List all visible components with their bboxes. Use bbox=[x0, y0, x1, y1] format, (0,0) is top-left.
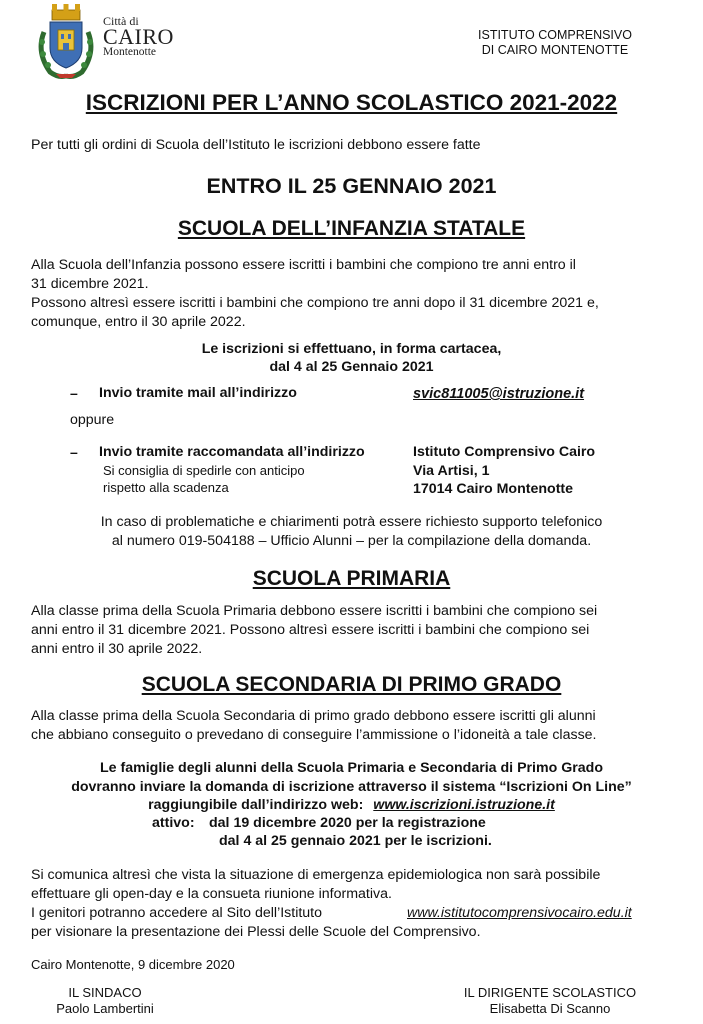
paper-line1: Le iscrizioni si effettuano, in forma cartacea, bbox=[201, 341, 502, 357]
option1-email-link[interactable]: svic811005@istruzione.it bbox=[413, 386, 585, 402]
secondaria-heading: SCUOLA SECONDARIA DI PRIMO GRADO bbox=[141, 673, 562, 696]
deadline-heading: ENTRO IL 25 GENNAIO 2021 bbox=[206, 174, 497, 198]
option2-note-line1: Si consiglia di spedirle con anticipo bbox=[103, 463, 305, 478]
postal-address bbox=[413, 443, 595, 499]
infanzia-p2-line1: Possono altresì essere iscritti i bambini che compiono tre anni dopo il 31 dicembre 2021 e, bbox=[31, 295, 599, 311]
principal-name: Elisabetta Di Scanno bbox=[489, 1001, 611, 1016]
option1-dash: – bbox=[70, 385, 78, 401]
secondaria-line2: che abbiano conseguito o prevedano di conseguire l’ammissione o l’idoneità a tale classe. bbox=[31, 727, 597, 743]
place-date: Cairo Montenotte, 9 dicembre 2020 bbox=[31, 957, 235, 972]
notice-line1: Si comunica altresì che vista la situazione di emergenza epidemiologica non sarà possibile bbox=[31, 867, 601, 883]
signature-left bbox=[30, 985, 180, 1017]
support-line1: In caso di problematiche e chiarimenti potrà essere richiesto supporto telefonico bbox=[100, 514, 603, 530]
paper-line2: dal 4 al 25 Gennaio 2021 bbox=[269, 359, 434, 375]
signature-right bbox=[445, 985, 655, 1017]
infanzia-p1-line2: 31 dicembre 2021. bbox=[31, 276, 149, 292]
online-line2: dovranno inviare la domanda di iscrizione attraverso il sistema “Iscrizioni On Line” bbox=[71, 778, 632, 795]
mayor-role: IL SINDACO bbox=[68, 985, 142, 1000]
institute-line2: DI CAIRO MONTENOTTE bbox=[481, 43, 629, 57]
active-dates-line2: dal 4 al 25 gennaio 2021 per le iscrizioni. bbox=[219, 833, 492, 849]
secondaria-paragraph bbox=[31, 707, 671, 745]
active-label: attivo: bbox=[152, 815, 195, 831]
online-line3 bbox=[0, 796, 703, 815]
option2-note bbox=[103, 462, 305, 496]
notice-line2: effettuare gli open-day e la consueta riunione informativa. bbox=[31, 886, 392, 902]
institute-name bbox=[450, 28, 660, 58]
infanzia-heading: SCUOLA DELL’INFANZIA STATALE bbox=[177, 217, 526, 240]
notice-paragraph bbox=[31, 866, 671, 942]
city-logo-text bbox=[103, 15, 174, 59]
principal-role: IL DIRIGENTE SCOLASTICO bbox=[463, 985, 637, 1000]
infanzia-p1-line1: Alla Scuola dell’Infanzia possono essere iscritti i bambini che compiono tre anni entro il bbox=[31, 257, 576, 273]
school-site-link[interactable]: www.istitutocomprensivocairo.edu.it bbox=[407, 905, 632, 921]
notice-line3-prefix: I genitori potranno accedere al Sito dell’Istituto bbox=[31, 905, 323, 921]
iscrizioni-url-link[interactable]: www.iscrizioni.istruzione.it bbox=[373, 797, 555, 813]
notice-line4: per visionare la presentazione dei Plessi delle Scuole del Comprensivo. bbox=[31, 924, 481, 940]
address-line3: 17014 Cairo Montenotte bbox=[413, 481, 574, 497]
support-note bbox=[0, 513, 703, 551]
online-line3-prefix: raggiungibile dall’indirizzo web: bbox=[148, 797, 364, 813]
page-title: ISCRIZIONI PER L’ANNO SCOLASTICO 2021-2022 bbox=[85, 90, 618, 115]
institute-line1: ISTITUTO COMPRENSIVO bbox=[478, 28, 632, 42]
oppure-label: oppure bbox=[70, 412, 115, 428]
paper-enrollment-note bbox=[0, 340, 703, 376]
notice-line3 bbox=[31, 904, 671, 923]
active-dates-line1: dal 19 dicembre 2020 per la registrazione bbox=[209, 815, 486, 831]
infanzia-p2-line2: comunque, entro il 30 aprile 2022. bbox=[31, 314, 246, 330]
option1-label: Invio tramite mail all’indirizzo bbox=[99, 385, 297, 401]
city-sub-label: Montenotte bbox=[103, 46, 157, 58]
primaria-line1: Alla classe prima della Scuola Primaria debbono essere iscritti i bambini che compiono sei bbox=[31, 603, 598, 619]
primaria-line3: anni entro il 30 aprile 2022. bbox=[31, 641, 203, 657]
support-line2: al numero 019-504188 – Ufficio Alunni – per la compilazione della domanda. bbox=[111, 533, 592, 549]
address-line2: Via Artisi, 1 bbox=[413, 462, 490, 479]
primaria-line2: anni entro il 31 dicembre 2021. Possono altresì essere iscritti i bambini che compiono sei bbox=[31, 622, 590, 638]
online-enrollment bbox=[0, 759, 703, 815]
intro-text: Per tutti gli ordini di Scuola dell’Istituto le iscrizioni debbono essere fatte bbox=[31, 137, 481, 153]
online-line1: Le famiglie degli alunni della Scuola Primaria e Secondaria di Primo Grado bbox=[99, 760, 603, 776]
secondaria-line1: Alla classe prima della Scuola Secondaria di primo grado debbono essere iscritti gli alunni bbox=[31, 708, 596, 724]
city-coat-of-arms bbox=[34, 2, 98, 80]
primaria-paragraph bbox=[31, 602, 654, 659]
mayor-name: Paolo Lambertini bbox=[56, 1001, 154, 1016]
option2-note-line2: rispetto alla scadenza bbox=[103, 480, 229, 495]
city-small-label: Città di bbox=[103, 14, 139, 28]
option2-label: Invio tramite raccomandata all’indirizzo bbox=[99, 444, 365, 460]
city-name: CAIRO bbox=[103, 24, 174, 49]
option2-dash: – bbox=[70, 444, 78, 460]
infanzia-paragraph bbox=[31, 256, 661, 332]
primaria-heading: SCUOLA PRIMARIA bbox=[252, 567, 451, 590]
address-line1: Istituto Comprensivo Cairo bbox=[413, 444, 596, 460]
